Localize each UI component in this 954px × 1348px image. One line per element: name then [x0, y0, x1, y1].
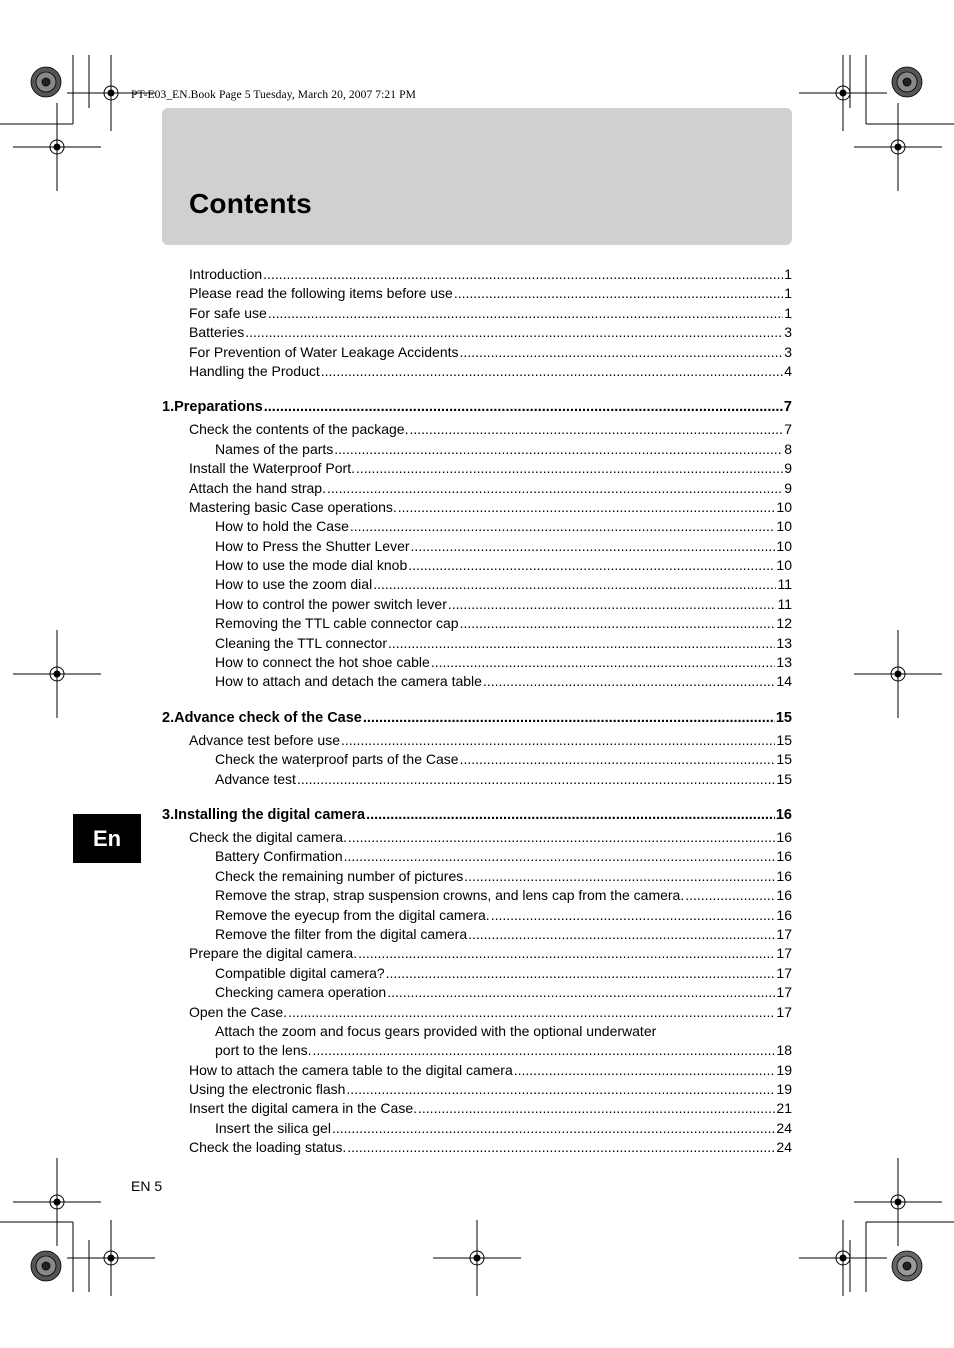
toc-entry-page: 10 [776, 498, 792, 515]
toc-entry[interactable] [162, 1061, 792, 1080]
toc-entry[interactable] [162, 731, 792, 750]
dot-leader [263, 265, 783, 284]
dot-leader [350, 517, 776, 536]
dot-leader [321, 362, 783, 381]
toc-entry-label: Check the loading status. [189, 1139, 347, 1156]
toc-entry-page: 17 [776, 945, 792, 962]
toc-entry-page: 7 [783, 399, 792, 416]
toc-entry-page: 17 [776, 925, 792, 942]
toc-entry-label: Insert the digital camera in the Case. [189, 1100, 418, 1117]
toc-entry-page: 7 [784, 421, 792, 438]
toc-entry-label: Checking camera operation [215, 984, 387, 1001]
toc-entry[interactable] [162, 750, 792, 769]
toc-entry-page: 12 [776, 615, 792, 632]
toc-entry[interactable] [162, 964, 792, 983]
table-of-contents [162, 265, 792, 1158]
toc-entry[interactable] [162, 265, 792, 284]
toc-entry-page: 17 [776, 984, 792, 1001]
toc-entry-label: Check the contents of the package. [189, 421, 409, 438]
language-tab: En [73, 814, 141, 863]
toc-entry-label: Check the waterproof parts of the Case [215, 751, 459, 768]
toc-entry[interactable] [162, 284, 792, 303]
dot-leader [347, 1138, 775, 1157]
toc-entry-page: 18 [776, 1042, 792, 1059]
toc-entry-label: Please read the following items before use [189, 285, 453, 302]
toc-entry[interactable] [162, 1080, 792, 1099]
toc-entry-label: For safe use [189, 304, 267, 321]
toc-entry[interactable] [162, 925, 792, 944]
toc-entry-label: Using the electronic flash [189, 1081, 346, 1098]
toc-entry[interactable] [162, 575, 792, 594]
toc-entry[interactable] [162, 944, 792, 963]
toc-entry[interactable] [162, 1041, 792, 1060]
toc-entry[interactable] [162, 595, 792, 614]
dot-leader [464, 867, 775, 886]
dot-leader [264, 396, 783, 419]
dot-leader [514, 1061, 776, 1080]
toc-entry[interactable] [162, 537, 792, 556]
toc-entry-label: For Prevention of Water Leakage Accidents [189, 343, 459, 360]
toc-entry-label: How to attach the camera table to the digital camera [189, 1061, 513, 1078]
toc-entry[interactable] [162, 362, 792, 381]
toc-entry-page: 3 [784, 343, 792, 360]
dot-leader [373, 575, 776, 594]
toc-entry-page: 10 [776, 557, 792, 574]
toc-entry[interactable] [162, 498, 792, 517]
dot-leader [327, 479, 783, 498]
dot-leader [366, 804, 775, 827]
dot-leader [431, 653, 776, 672]
toc-entry-page: 13 [776, 634, 792, 651]
toc-entry-label: 2.Advance check of the Case [162, 709, 362, 726]
toc-entry-page: 19 [776, 1081, 792, 1098]
toc-entry-page: 9 [784, 460, 792, 477]
toc-entry-label: Battery Confirmation [215, 848, 343, 865]
dot-leader [491, 906, 776, 925]
toc-entry-page: 15 [775, 709, 792, 726]
toc-entry[interactable] [162, 479, 792, 498]
toc-entry[interactable] [162, 867, 792, 886]
toc-entry[interactable] [162, 343, 792, 362]
toc-entry[interactable] [162, 847, 792, 866]
toc-entry-page: 19 [776, 1061, 792, 1078]
dot-leader [363, 707, 775, 730]
page-title: Contents [189, 188, 312, 219]
dot-leader [344, 847, 776, 866]
toc-entry-page: 3 [784, 324, 792, 341]
toc-entry-page: 13 [776, 654, 792, 671]
toc-entry[interactable] [162, 906, 792, 925]
toc-entry-page: 8 [784, 440, 792, 457]
toc-entry-page: 17 [776, 1003, 792, 1020]
dot-leader [460, 343, 784, 362]
toc-entry-label: Open the Case. [189, 1003, 288, 1020]
toc-entry-page: 16 [776, 906, 792, 923]
dot-leader [313, 1041, 776, 1060]
toc-entry-page: 11 [777, 576, 792, 593]
toc-entry-page: 1 [784, 304, 792, 321]
toc-entry-label: Compatible digital camera? [215, 964, 385, 981]
toc-entry-label: Insert the silica gel [215, 1119, 331, 1136]
toc-entry-page: 15 [776, 731, 792, 748]
toc-entry-page: 1 [784, 285, 792, 302]
toc-entry-label: 3.Installing the digital camera [162, 806, 366, 823]
toc-entry-label: Check the remaining number of pictures [215, 867, 464, 884]
dot-leader [468, 925, 775, 944]
toc-entry-label: Handling the Product [189, 362, 320, 379]
toc-entry-page: 9 [784, 479, 792, 496]
toc-entry-label: Remove the eyecup from the digital camera. [215, 906, 490, 923]
toc-entry-label: How to use the zoom dial [215, 576, 373, 593]
toc-entry[interactable] [162, 420, 792, 439]
dot-leader [288, 1003, 775, 1022]
toc-entry-label: Attach the hand strap. [189, 479, 326, 496]
dot-leader [483, 672, 775, 691]
toc-entry-label: Removing the TTL cable connector cap [215, 615, 459, 632]
toc-entry[interactable] [162, 1099, 792, 1118]
title-banner [162, 108, 792, 245]
toc-entry-label: Attach the zoom and focus gears provided with the optional underwater [215, 1022, 657, 1039]
toc-entry-label: Check the digital camera. [189, 828, 347, 845]
book-header-line: PT-E03_EN.Book Page 5 Tuesday, March 20, 2007 7:21 PM [131, 89, 416, 101]
toc-entry[interactable] [162, 1022, 792, 1041]
toc-chapter[interactable] [162, 396, 792, 419]
dot-leader [408, 556, 775, 575]
toc-entry[interactable] [162, 304, 792, 323]
toc-entry-label: How to use the mode dial knob [215, 557, 408, 574]
toc-entry-label: How to connect the hot shoe cable [215, 654, 430, 671]
toc-entry-label: How to hold the Case [215, 518, 349, 535]
dot-leader [409, 420, 783, 439]
toc-entry[interactable] [162, 983, 792, 1002]
toc-entry-page: 16 [776, 848, 792, 865]
dot-leader [297, 770, 775, 789]
toc-entry-page: 11 [777, 595, 792, 612]
toc-entry-page: 1 [784, 266, 792, 282]
dot-leader [411, 537, 776, 556]
dot-leader [348, 828, 775, 847]
toc-entry-page: 14 [776, 673, 792, 690]
toc-chapter[interactable] [162, 804, 792, 827]
dot-leader [398, 498, 776, 517]
toc-entry-page: 4 [784, 362, 792, 379]
dot-leader [332, 1119, 775, 1138]
dot-leader [388, 634, 775, 653]
dot-leader [334, 440, 783, 459]
toc-entry-label: How to control the power switch lever [215, 595, 447, 612]
dot-leader [386, 964, 776, 983]
toc-entry-label: How to attach and detach the camera table [215, 673, 482, 690]
dot-leader [460, 750, 776, 769]
toc-entry-label: Remove the filter from the digital camera [215, 925, 468, 942]
toc-entry[interactable] [162, 634, 792, 653]
dot-leader [245, 323, 783, 342]
toc-entry-label: Install the Waterproof Port. [189, 460, 355, 477]
toc-entry-label: Cleaning the TTL connector [215, 634, 387, 651]
page-number: EN 5 [131, 1178, 163, 1194]
toc-entry-page: 10 [776, 537, 792, 554]
toc-entry[interactable] [162, 886, 792, 905]
toc-entry[interactable] [162, 459, 792, 478]
dot-leader [418, 1099, 775, 1118]
dot-leader [448, 595, 777, 614]
toc-entry-page: 24 [776, 1119, 792, 1136]
toc-entry-label: Remove the strap, strap suspension crowns, and lens cap from the camera. [215, 887, 685, 904]
dot-leader [356, 459, 783, 478]
dot-leader [685, 886, 775, 905]
toc-entry-page: 16 [776, 828, 792, 845]
toc-entry-label: Mastering basic Case operations. [189, 498, 397, 515]
dot-leader [460, 614, 776, 633]
toc-entry-label: port to the lens. [215, 1042, 312, 1059]
toc-entry-page: 15 [776, 751, 792, 768]
toc-entry-page: 16 [775, 806, 792, 823]
dot-leader [454, 284, 783, 303]
toc-entry-page: 15 [776, 770, 792, 787]
toc-entry-label: Advance test [215, 770, 296, 787]
dot-leader [346, 1080, 775, 1099]
dot-leader [341, 731, 775, 750]
toc-entry[interactable] [162, 440, 792, 459]
toc-entry[interactable] [162, 770, 792, 789]
toc-entry-label: Introduction [189, 266, 263, 282]
toc-entry[interactable] [162, 323, 792, 342]
toc-entry[interactable] [162, 556, 792, 575]
toc-entry[interactable] [162, 672, 792, 691]
toc-entry-page: 21 [776, 1100, 792, 1117]
toc-entry-page: 16 [776, 867, 792, 884]
toc-entry-label: Prepare the digital camera. [189, 945, 358, 962]
toc-entry-page: 16 [776, 887, 792, 904]
toc-entry-label: 1.Preparations [162, 399, 263, 416]
toc-entry[interactable] [162, 1138, 792, 1157]
toc-entry[interactable] [162, 1003, 792, 1022]
toc-entry-label: Batteries [189, 324, 245, 341]
dot-leader [358, 944, 775, 963]
toc-chapter[interactable] [162, 707, 792, 730]
toc-entry[interactable] [162, 828, 792, 847]
toc-entry-label: How to Press the Shutter Lever [215, 537, 410, 554]
toc-entry[interactable] [162, 1119, 792, 1138]
toc-entry-label: Names of the parts [215, 440, 334, 457]
toc-entry[interactable] [162, 653, 792, 672]
toc-entry-page: 10 [776, 518, 792, 535]
toc-entry[interactable] [162, 614, 792, 633]
toc-entry-page: 24 [776, 1139, 792, 1156]
dot-leader [268, 304, 783, 323]
dot-leader [387, 983, 775, 1002]
toc-entry[interactable] [162, 517, 792, 536]
toc-entry-label: Advance test before use [189, 731, 340, 748]
toc-entry-page: 17 [776, 964, 792, 981]
